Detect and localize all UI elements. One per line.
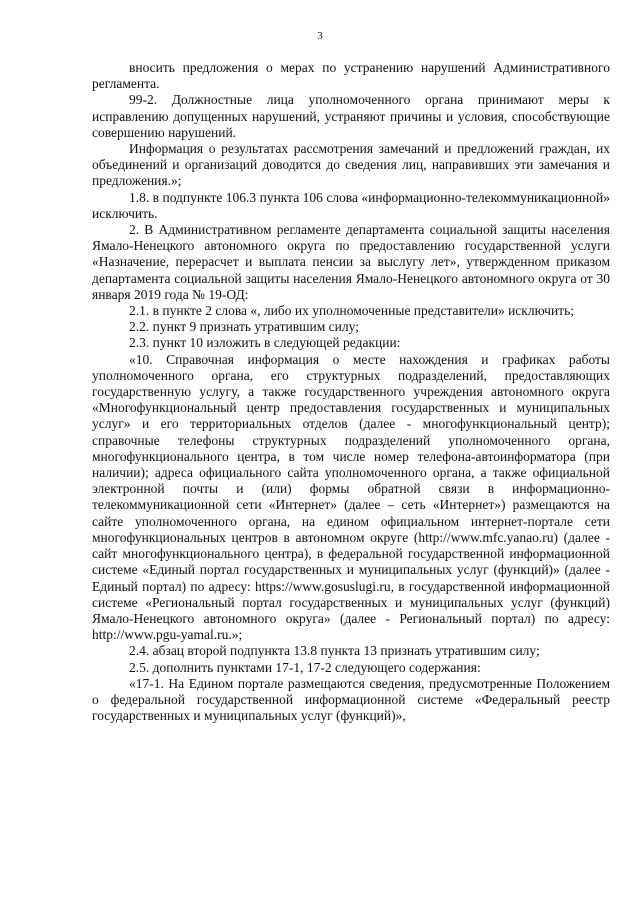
paragraph: 2.1. в пункте 2 слова «, либо их уполномоченные представители» исключить; bbox=[129, 303, 574, 319]
paragraph: 2.3. пункт 10 изложить в следующей редакции: bbox=[129, 335, 401, 351]
paragraph: 2.2. пункт 9 признать утратившим силу; bbox=[129, 319, 359, 335]
paragraph: вносить предложения о мерах по устранению нарушений Административного регламента. bbox=[92, 60, 610, 92]
paragraph: «17-1. На Едином портале размещаются сведения, предусмотренные Положением о федеральной государственной информационной системе «Федеральный реестр государственных и муниципальных услуг (функций)», bbox=[92, 675, 610, 724]
paragraph: 1.8. в подпункте 106.3 пункта 106 слова «информационно-телекоммуникационной» исключить. bbox=[92, 189, 610, 221]
paragraph: Информация о результатах рассмотрения замечаний и предложений граждан, их объединений и организаций доводится до сведения лиц, направивших эти замечания и предложения.»; bbox=[92, 141, 610, 189]
paragraph: 2.5. дополнить пунктами 17-1, 17-2 следующего содержания: bbox=[129, 659, 481, 675]
paragraph: 99-2. Должностные лица уполномоченного органа принимают меры к исправлению допущенных нарушений, устраняют причины и условия, способствующие совершению нарушений. bbox=[92, 92, 610, 140]
page-number: 3 bbox=[317, 30, 323, 42]
paragraph: 2. В Административном регламенте департамента социальной защиты населения Ямало-Ненецкого автономного округа по предоставлению государственной услуги «Назначение, перерасчет и выплата пенсии за выслугу лет», утвержденном приказом департамента социальной защиты населения Ямало-Ненецкого автономного округа от 30 января 2019 года № 19-ОД: bbox=[92, 222, 610, 302]
document-body bbox=[92, 60, 610, 724]
paragraph: «10. Справочная информация о месте нахождения и графиках работы уполномоченного органа, его структурных подразделений, предоставляющих государственную услугу, а также государственного учреждения автономного округа «Многофункциональный центр предоставления государственных и муниципальных услуг» и его территориальных отделов (далее - многофункциональный центр); справочные телефоны структурных подразделений уполномоченного органа, многофункционального центра, в том числе номер телефона-автоинформатора (при наличии); адреса официального сайта уполномоченного органа, а также официальной электронной почты и (или) формы обратной связи в информационно-телекоммуникационной сети «Интернет» (далее – сеть «Интернет») размещаются на сайте уполномоченного органа, на едином официальном интернет-портале сети многофункциональных центров в автономном округе (http://www.mfc.yanao.ru) (далее - сайт многофункционального центра), в федеральной государственной информационной системе «Единый портал государственных и муниципальных услуг (функций)» (далее - Единый портал) по адресу: https://www.gosuslugi.ru, в государственной информационной системе «Региональный портал государственных и муниципальных услуг (функций) Ямало-Ненецкого автономного округа» (далее - Региональный портал) по адресу: http://www.pgu-yamal.ru.»; bbox=[92, 351, 610, 643]
paragraph: 2.4. абзац второй подпункта 13.8 пункта 13 признать утратившим силу; bbox=[129, 643, 540, 659]
